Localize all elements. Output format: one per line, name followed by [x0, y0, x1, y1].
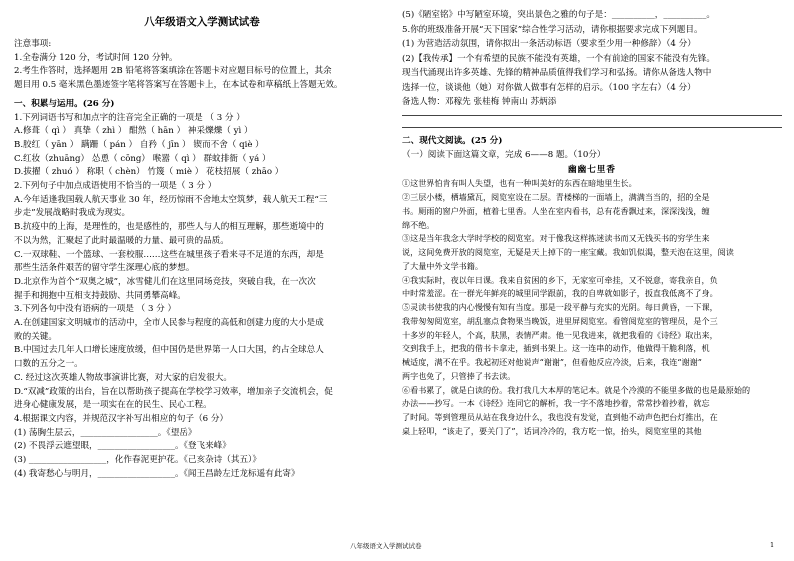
left-line: D.北京作为首个“双奥之城”，冰雪健儿们在这里同场竞技，突破自我，在一次次: [14, 276, 316, 287]
right-line: 选择一位，谈谈他（她）对你做人做事有怎样的启示。（100 字左右）（4 分）: [402, 82, 696, 93]
footer-label: 八年级语文入学测试试卷: [350, 542, 422, 550]
left-line: B.抗疫中的上海，是理性的，也是感性的，那些人与人的相互理解，那些逝境中的: [14, 222, 324, 233]
right-line: 5.你的班级准备开展“天下国家”综合性学习活动，请你根据要求完成下列题目。: [402, 24, 703, 35]
left-line: (4) 我寄愁心与明月，__________________。《闻王昌龄左迁龙标遥有此寄》: [14, 468, 300, 479]
left-line: 1.下列词语书写和加点字的注音完全正确的一项是 （ 3 分 ）: [14, 112, 245, 123]
right-line: 十多岁的年轻人，个高，肤黑，表情严肃。他一见我进来，就把我看的《诗经》取出来，: [402, 329, 718, 340]
right-line: 了时间。等到管理员从站在我身边什么，我也没有发觉，直到他不动声色把台灯推出，在: [402, 412, 718, 422]
right-line: (2)【我传承】一个有希望的民族不能没有英雄，一个有前途的国家不能没有先锋。: [402, 53, 715, 64]
right-line: ④我实际时，夜以年日课。我来自贫困的乡下，无家室可牵挂，又不锐意，寄我亲自，负: [402, 274, 718, 285]
right-line: 交到我手上，把我的借书卡拿走，插到书架上。这一连串的动作，他做得干脆利落，机: [402, 343, 710, 354]
left-line: A.修葺（ qì ） 真挚（ zhì ） 酣然（ hān ） 神采爍爍（ yì ）: [14, 126, 253, 137]
left-line: A.在创建国家文明城市的活动中，全市人民参与程度的高低和创建力度的大小是成: [14, 318, 324, 328]
left-line: 进身心健康发展，是一项实在在的民生、民心工程。: [14, 400, 212, 411]
left-line: 2.下列句子中加点成语使用不恰当的一项是（ 3 分 ）: [14, 181, 217, 191]
left-line: (1) 荡胸生层云，__________________。《望岳》: [14, 427, 197, 438]
page-number: 1: [770, 541, 775, 549]
left-line: D.“双减”政策的出台，旨在以帮助孩子提高在学校学习效率，增加亲子交流机会，促: [14, 386, 333, 397]
right-line: 现当代涌现出许多英雄、先锋的精神品质值得我们学习和弘扬。请你从备选人物中: [402, 68, 712, 78]
left-line: (3) __________________，化作春泥更护花。《己亥杂诗（其五）》: [14, 455, 261, 465]
left-line: C.红妆（zhuāng） 怂恿（ cōng） 喉嚣（ qì ） 群蚊排衙（ yá ）: [14, 153, 271, 164]
left-line: 2.考生作答时，选择题用 2B 铅笔将答案填涂在答题卡对应题目标号的位置上，其余: [14, 66, 332, 77]
right-line: 绵不绝。: [402, 219, 435, 230]
exam-title: 八年级语文入学测试试卷: [144, 16, 260, 28]
left-line: 4.根据课文内容，并规范汉字补写出相应的句子（6 分）: [14, 413, 229, 424]
left-line: C. 经过这次英雄人物故事演讲比赛，对大家的启发很大。: [14, 372, 232, 383]
answer-line: [402, 127, 782, 128]
right-line: ⑥看书累了，就是白读的份。我打我几大本厚的笔记本。就是个冷漠的不能里多做的也是最原始的: [402, 384, 751, 395]
right-line: 说，这间免费开放的阅览室，无疑是天上掉下的一座宝藏。我如饥似渴，整天泡在这里，阅读: [402, 247, 734, 257]
right-line: 械适度，满不在乎。我起初还对他说声“谢谢”，但看他反应冷淡，后来，我连“谢谢”: [402, 357, 702, 367]
right-line: ②三层小楼，栖墙黛瓦，阅览室设在二层。青楼梯的一面墙上，满满当当的，招的全是: [402, 192, 710, 202]
answer-line: [402, 115, 782, 116]
left-line: D.拔擢（ zhuó ） 称职（ chèn） 竹篾（ miè ） 花枝招展（ zhāo ）: [14, 167, 284, 178]
left-line: 3.下列各句中没有语病的一项是 （ 3 分 ）: [14, 304, 177, 315]
left-line: 那些生活条件艰苦的留守学生深理心底的梦想。: [14, 263, 195, 274]
right-line: 桌上轻叩，“该走了，要关门了”，话词冷冷的，我方吃一惊，抬头，阅览室里的其他: [402, 425, 702, 436]
left-line: C.一双球鞋、一个篮球、一套校服……这些在城里孩子看来寻不足道的东西，却是: [14, 249, 324, 260]
right-line: 我带匆匆阅览室，胡乱塞点食物果当晚饭，进里屏阅览室。看管阅览室的管理员，是个三: [402, 315, 718, 326]
left-line: 败的关键。: [14, 331, 57, 342]
right-line: 办法——抄写。一本《诗经》连同它的解析，我一字不落地抄着，常常抄着抄着，就忘: [402, 398, 710, 409]
right-line: （一）阅读下面这篇文章，完成 6——8 题。（10分）: [402, 150, 606, 160]
right-line: 了大量中外文学书籍。: [402, 260, 483, 271]
left-line: 注意事项:: [14, 39, 52, 49]
right-line: ①这世界怕肯有叫人失望，也有一种叫美好的东西在暗地里生长。: [402, 178, 637, 189]
left-line: 题目用 0.5 毫米黑色墨迹签字笔将答案写在答题卡上，在本试卷和草稿纸上答题无效。: [14, 80, 343, 91]
right-line: (1) 为营造活动氛围，请你拟出一条活动标语（要求至少用一种修辞）（4 分）: [402, 39, 696, 49]
left-line: 步走”发展战略时我成为现实。: [14, 208, 131, 219]
left-line: A.今年适逢我国载人航天事业 30 年，经历惊雨不舍地太空筑梦，载人航天工程“三: [14, 194, 328, 205]
right-line: ⑤灵读书使我的内心慢慢有知有当度。那是一段平静与充实的光阴。每日黄昏，一下课，: [402, 302, 718, 312]
left-line: B.胶红（ yān ） 蹒跚（ pán ） 自矜（ jīn ） 锲而不舍（ qiè ）: [14, 139, 264, 150]
right-line: 备选人物：邓稼先 张桂梅 钟南山 苏炳添: [402, 97, 557, 107]
right-line: 两字也免了，只管捧了书去读。: [402, 370, 516, 381]
right-line: 二、现代文阅读。(25 分): [402, 135, 503, 146]
left-line: 一、积累与运用。(26 分): [14, 98, 115, 109]
right-line: 中时常羞涩。在一群光年鲜亮的城里同学跟前，我的自卑就如影子，扳直我低离不了身。: [402, 288, 718, 299]
right-line: 幽幽七里香: [568, 164, 616, 175]
left-line: 1.全卷满分 120 分，考试时间 120 分钟。: [14, 52, 178, 63]
left-line: 不以为然，汇聚起了此时最温暖的力量、最可贵的品质。: [14, 235, 229, 246]
left-line: B.中国过去几年人口增长速度放缓，但中国仍是世界第一人口大国，约占全球总人: [14, 345, 324, 356]
right-line: (5)《陋室铭》中写陋室环境，突出景色之雅的句子是：__________，__________。: [402, 10, 715, 20]
left-line: 握手和拥抱中互相支持鼓励、共同勇攀高峰。: [14, 290, 186, 301]
right-line: 书。厕雨的窗户外面，植着七里香。人坐在室内看书，总有花香飘过来，深深浅浅，缠: [402, 205, 710, 216]
left-line: (2) 不畏浮云遮望眼，__________________。《登飞来峰》: [14, 441, 231, 452]
right-line: ③这是当年我念大学时学校的阅览室。对于像我这样拣迷读书而又无钱买书的穷学生来: [402, 233, 710, 244]
left-line: 口数的五分之一。: [14, 359, 83, 370]
